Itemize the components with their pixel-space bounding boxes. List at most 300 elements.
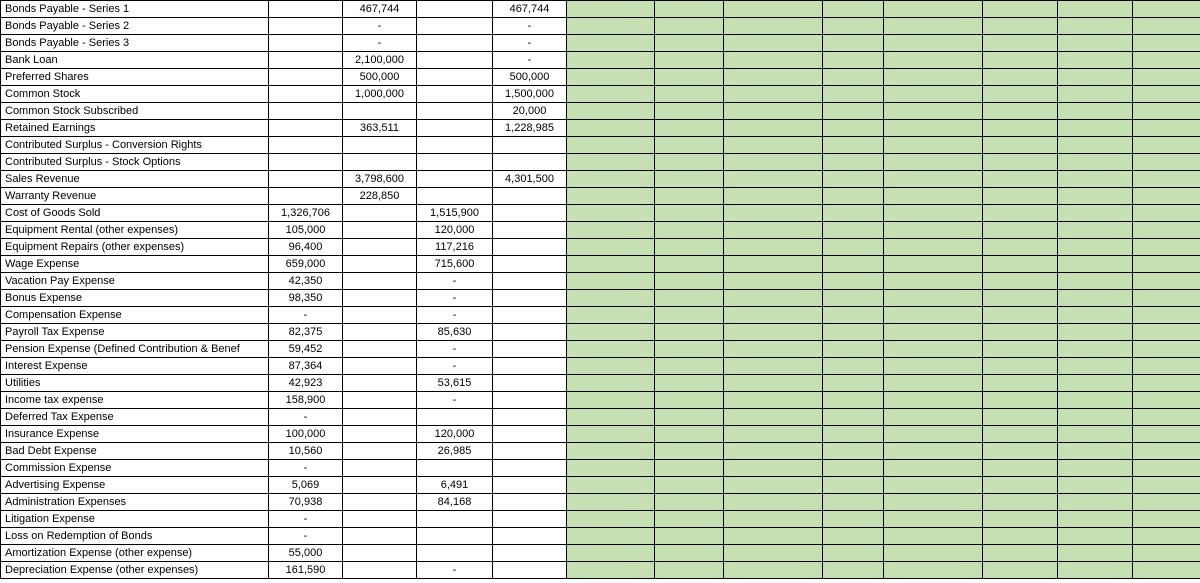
empty-shaded-cell[interactable]	[567, 477, 655, 494]
amount-cell-col-2[interactable]	[343, 426, 417, 443]
amount-cell-col-2[interactable]	[343, 256, 417, 273]
empty-shaded-cell[interactable]	[1133, 545, 1200, 562]
empty-shaded-cell[interactable]	[884, 528, 983, 545]
empty-shaded-cell[interactable]	[983, 103, 1058, 120]
empty-shaded-cell[interactable]	[823, 222, 884, 239]
empty-shaded-cell[interactable]	[884, 460, 983, 477]
amount-cell-col-3[interactable]: -	[417, 273, 493, 290]
amount-cell-col-1[interactable]: -	[269, 460, 343, 477]
amount-cell-col-4[interactable]	[493, 460, 567, 477]
empty-shaded-cell[interactable]	[983, 443, 1058, 460]
empty-shaded-cell[interactable]	[655, 171, 724, 188]
amount-cell-col-2[interactable]	[343, 409, 417, 426]
amount-cell-col-2[interactable]: 500,000	[343, 69, 417, 86]
empty-shaded-cell[interactable]	[724, 426, 823, 443]
empty-shaded-cell[interactable]	[823, 528, 884, 545]
account-label-cell[interactable]: Wage Expense	[1, 256, 269, 273]
empty-shaded-cell[interactable]	[1058, 494, 1133, 511]
empty-shaded-cell[interactable]	[567, 358, 655, 375]
account-label-cell[interactable]: Depreciation Expense (other expenses)	[1, 562, 269, 579]
empty-shaded-cell[interactable]	[655, 52, 724, 69]
empty-shaded-cell[interactable]	[1133, 18, 1200, 35]
empty-shaded-cell[interactable]	[1058, 239, 1133, 256]
empty-shaded-cell[interactable]	[1133, 562, 1200, 579]
empty-shaded-cell[interactable]	[724, 477, 823, 494]
amount-cell-col-1[interactable]: 98,350	[269, 290, 343, 307]
amount-cell-col-3[interactable]: -	[417, 341, 493, 358]
empty-shaded-cell[interactable]	[724, 307, 823, 324]
account-label-cell[interactable]: Loss on Redemption of Bonds	[1, 528, 269, 545]
amount-cell-col-4[interactable]	[493, 239, 567, 256]
empty-shaded-cell[interactable]	[1058, 545, 1133, 562]
empty-shaded-cell[interactable]	[655, 528, 724, 545]
empty-shaded-cell[interactable]	[983, 137, 1058, 154]
amount-cell-col-3[interactable]: -	[417, 358, 493, 375]
empty-shaded-cell[interactable]	[884, 273, 983, 290]
amount-cell-col-2[interactable]	[343, 239, 417, 256]
empty-shaded-cell[interactable]	[1058, 409, 1133, 426]
empty-shaded-cell[interactable]	[567, 324, 655, 341]
amount-cell-col-2[interactable]	[343, 528, 417, 545]
account-label-cell[interactable]: Common Stock Subscribed	[1, 103, 269, 120]
empty-shaded-cell[interactable]	[724, 273, 823, 290]
empty-shaded-cell[interactable]	[724, 120, 823, 137]
empty-shaded-cell[interactable]	[567, 256, 655, 273]
empty-shaded-cell[interactable]	[1058, 443, 1133, 460]
empty-shaded-cell[interactable]	[567, 239, 655, 256]
empty-shaded-cell[interactable]	[1058, 273, 1133, 290]
empty-shaded-cell[interactable]	[983, 171, 1058, 188]
empty-shaded-cell[interactable]	[983, 69, 1058, 86]
amount-cell-col-4[interactable]	[493, 256, 567, 273]
empty-shaded-cell[interactable]	[983, 1, 1058, 18]
empty-shaded-cell[interactable]	[884, 103, 983, 120]
amount-cell-col-4[interactable]	[493, 409, 567, 426]
amount-cell-col-1[interactable]	[269, 69, 343, 86]
amount-cell-col-4[interactable]	[493, 494, 567, 511]
amount-cell-col-4[interactable]: -	[493, 35, 567, 52]
amount-cell-col-1[interactable]: 87,364	[269, 358, 343, 375]
empty-shaded-cell[interactable]	[724, 375, 823, 392]
empty-shaded-cell[interactable]	[983, 256, 1058, 273]
empty-shaded-cell[interactable]	[884, 426, 983, 443]
amount-cell-col-2[interactable]	[343, 477, 417, 494]
empty-shaded-cell[interactable]	[724, 324, 823, 341]
empty-shaded-cell[interactable]	[823, 290, 884, 307]
amount-cell-col-1[interactable]: 42,350	[269, 273, 343, 290]
amount-cell-col-3[interactable]: -	[417, 392, 493, 409]
empty-shaded-cell[interactable]	[983, 324, 1058, 341]
empty-shaded-cell[interactable]	[1058, 137, 1133, 154]
empty-shaded-cell[interactable]	[1058, 477, 1133, 494]
amount-cell-col-4[interactable]	[493, 290, 567, 307]
empty-shaded-cell[interactable]	[655, 358, 724, 375]
empty-shaded-cell[interactable]	[884, 137, 983, 154]
empty-shaded-cell[interactable]	[1133, 358, 1200, 375]
amount-cell-col-4[interactable]	[493, 358, 567, 375]
amount-cell-col-3[interactable]: 117,216	[417, 239, 493, 256]
empty-shaded-cell[interactable]	[567, 443, 655, 460]
amount-cell-col-4[interactable]: 20,000	[493, 103, 567, 120]
amount-cell-col-1[interactable]: -	[269, 528, 343, 545]
amount-cell-col-4[interactable]: 1,500,000	[493, 86, 567, 103]
amount-cell-col-1[interactable]: 59,452	[269, 341, 343, 358]
amount-cell-col-2[interactable]: 228,850	[343, 188, 417, 205]
amount-cell-col-3[interactable]: 6,491	[417, 477, 493, 494]
empty-shaded-cell[interactable]	[1133, 69, 1200, 86]
amount-cell-col-3[interactable]: 85,630	[417, 324, 493, 341]
amount-cell-col-3[interactable]	[417, 120, 493, 137]
amount-cell-col-4[interactable]	[493, 154, 567, 171]
empty-shaded-cell[interactable]	[724, 137, 823, 154]
amount-cell-col-2[interactable]	[343, 545, 417, 562]
amount-cell-col-3[interactable]: 26,985	[417, 443, 493, 460]
empty-shaded-cell[interactable]	[1133, 392, 1200, 409]
empty-shaded-cell[interactable]	[724, 341, 823, 358]
empty-shaded-cell[interactable]	[884, 256, 983, 273]
empty-shaded-cell[interactable]	[884, 562, 983, 579]
amount-cell-col-4[interactable]	[493, 341, 567, 358]
empty-shaded-cell[interactable]	[1133, 426, 1200, 443]
account-label-cell[interactable]: Interest Expense	[1, 358, 269, 375]
empty-shaded-cell[interactable]	[1133, 324, 1200, 341]
empty-shaded-cell[interactable]	[655, 324, 724, 341]
empty-shaded-cell[interactable]	[724, 239, 823, 256]
empty-shaded-cell[interactable]	[567, 188, 655, 205]
empty-shaded-cell[interactable]	[884, 358, 983, 375]
amount-cell-col-1[interactable]: 82,375	[269, 324, 343, 341]
amount-cell-col-2[interactable]	[343, 392, 417, 409]
empty-shaded-cell[interactable]	[884, 239, 983, 256]
empty-shaded-cell[interactable]	[1058, 562, 1133, 579]
empty-shaded-cell[interactable]	[823, 1, 884, 18]
empty-shaded-cell[interactable]	[823, 426, 884, 443]
empty-shaded-cell[interactable]	[983, 477, 1058, 494]
empty-shaded-cell[interactable]	[983, 35, 1058, 52]
empty-shaded-cell[interactable]	[823, 86, 884, 103]
empty-shaded-cell[interactable]	[983, 528, 1058, 545]
empty-shaded-cell[interactable]	[983, 222, 1058, 239]
empty-shaded-cell[interactable]	[983, 545, 1058, 562]
empty-shaded-cell[interactable]	[724, 290, 823, 307]
empty-shaded-cell[interactable]	[655, 545, 724, 562]
empty-shaded-cell[interactable]	[567, 494, 655, 511]
amount-cell-col-3[interactable]	[417, 1, 493, 18]
amount-cell-col-1[interactable]	[269, 154, 343, 171]
amount-cell-col-1[interactable]: 70,938	[269, 494, 343, 511]
account-label-cell[interactable]: Bank Loan	[1, 52, 269, 69]
amount-cell-col-2[interactable]	[343, 562, 417, 579]
empty-shaded-cell[interactable]	[823, 375, 884, 392]
empty-shaded-cell[interactable]	[655, 562, 724, 579]
empty-shaded-cell[interactable]	[983, 188, 1058, 205]
empty-shaded-cell[interactable]	[983, 239, 1058, 256]
account-label-cell[interactable]: Commission Expense	[1, 460, 269, 477]
empty-shaded-cell[interactable]	[1133, 171, 1200, 188]
empty-shaded-cell[interactable]	[983, 52, 1058, 69]
amount-cell-col-3[interactable]	[417, 18, 493, 35]
empty-shaded-cell[interactable]	[823, 494, 884, 511]
empty-shaded-cell[interactable]	[983, 511, 1058, 528]
amount-cell-col-2[interactable]: 467,744	[343, 1, 417, 18]
amount-cell-col-1[interactable]: 161,590	[269, 562, 343, 579]
empty-shaded-cell[interactable]	[724, 409, 823, 426]
empty-shaded-cell[interactable]	[655, 18, 724, 35]
amount-cell-col-3[interactable]	[417, 69, 493, 86]
amount-cell-col-4[interactable]	[493, 307, 567, 324]
empty-shaded-cell[interactable]	[1133, 86, 1200, 103]
empty-shaded-cell[interactable]	[884, 545, 983, 562]
account-label-cell[interactable]: Sales Revenue	[1, 171, 269, 188]
empty-shaded-cell[interactable]	[1058, 171, 1133, 188]
amount-cell-col-3[interactable]	[417, 35, 493, 52]
empty-shaded-cell[interactable]	[884, 307, 983, 324]
empty-shaded-cell[interactable]	[1058, 205, 1133, 222]
amount-cell-col-3[interactable]	[417, 86, 493, 103]
empty-shaded-cell[interactable]	[724, 52, 823, 69]
empty-shaded-cell[interactable]	[1133, 239, 1200, 256]
empty-shaded-cell[interactable]	[655, 375, 724, 392]
empty-shaded-cell[interactable]	[567, 1, 655, 18]
empty-shaded-cell[interactable]	[884, 494, 983, 511]
empty-shaded-cell[interactable]	[1058, 375, 1133, 392]
empty-shaded-cell[interactable]	[1133, 409, 1200, 426]
empty-shaded-cell[interactable]	[1058, 307, 1133, 324]
empty-shaded-cell[interactable]	[823, 137, 884, 154]
amount-cell-col-2[interactable]	[343, 222, 417, 239]
empty-shaded-cell[interactable]	[655, 477, 724, 494]
amount-cell-col-3[interactable]	[417, 52, 493, 69]
amount-cell-col-1[interactable]: 158,900	[269, 392, 343, 409]
amount-cell-col-4[interactable]: -	[493, 52, 567, 69]
amount-cell-col-1[interactable]: 1,326,706	[269, 205, 343, 222]
empty-shaded-cell[interactable]	[823, 511, 884, 528]
empty-shaded-cell[interactable]	[1133, 1, 1200, 18]
empty-shaded-cell[interactable]	[1058, 120, 1133, 137]
amount-cell-col-4[interactable]	[493, 273, 567, 290]
amount-cell-col-3[interactable]: 715,600	[417, 256, 493, 273]
empty-shaded-cell[interactable]	[724, 358, 823, 375]
amount-cell-col-2[interactable]	[343, 324, 417, 341]
amount-cell-col-3[interactable]: -	[417, 562, 493, 579]
amount-cell-col-1[interactable]: 100,000	[269, 426, 343, 443]
empty-shaded-cell[interactable]	[983, 358, 1058, 375]
empty-shaded-cell[interactable]	[1133, 205, 1200, 222]
amount-cell-col-4[interactable]	[493, 375, 567, 392]
empty-shaded-cell[interactable]	[724, 222, 823, 239]
empty-shaded-cell[interactable]	[884, 52, 983, 69]
amount-cell-col-1[interactable]: 105,000	[269, 222, 343, 239]
amount-cell-col-3[interactable]	[417, 511, 493, 528]
amount-cell-col-4[interactable]	[493, 324, 567, 341]
account-label-cell[interactable]: Contributed Surplus - Stock Options	[1, 154, 269, 171]
amount-cell-col-3[interactable]	[417, 103, 493, 120]
empty-shaded-cell[interactable]	[823, 392, 884, 409]
empty-shaded-cell[interactable]	[655, 511, 724, 528]
empty-shaded-cell[interactable]	[1058, 52, 1133, 69]
empty-shaded-cell[interactable]	[884, 120, 983, 137]
amount-cell-col-1[interactable]: 5,069	[269, 477, 343, 494]
amount-cell-col-1[interactable]	[269, 103, 343, 120]
amount-cell-col-2[interactable]	[343, 341, 417, 358]
empty-shaded-cell[interactable]	[567, 120, 655, 137]
empty-shaded-cell[interactable]	[1058, 460, 1133, 477]
amount-cell-col-4[interactable]	[493, 477, 567, 494]
empty-shaded-cell[interactable]	[1133, 375, 1200, 392]
empty-shaded-cell[interactable]	[884, 188, 983, 205]
amount-cell-col-4[interactable]	[493, 443, 567, 460]
amount-cell-col-4[interactable]: 500,000	[493, 69, 567, 86]
amount-cell-col-4[interactable]	[493, 188, 567, 205]
empty-shaded-cell[interactable]	[724, 154, 823, 171]
empty-shaded-cell[interactable]	[724, 18, 823, 35]
empty-shaded-cell[interactable]	[567, 154, 655, 171]
empty-shaded-cell[interactable]	[655, 392, 724, 409]
account-label-cell[interactable]: Bad Debt Expense	[1, 443, 269, 460]
empty-shaded-cell[interactable]	[724, 460, 823, 477]
empty-shaded-cell[interactable]	[823, 18, 884, 35]
empty-shaded-cell[interactable]	[655, 154, 724, 171]
amount-cell-col-3[interactable]: 1,515,900	[417, 205, 493, 222]
account-label-cell[interactable]: Vacation Pay Expense	[1, 273, 269, 290]
empty-shaded-cell[interactable]	[983, 154, 1058, 171]
empty-shaded-cell[interactable]	[1133, 273, 1200, 290]
empty-shaded-cell[interactable]	[567, 307, 655, 324]
account-label-cell[interactable]: Equipment Repairs (other expenses)	[1, 239, 269, 256]
account-label-cell[interactable]: Utilities	[1, 375, 269, 392]
empty-shaded-cell[interactable]	[724, 256, 823, 273]
empty-shaded-cell[interactable]	[567, 69, 655, 86]
amount-cell-col-3[interactable]: 53,615	[417, 375, 493, 392]
empty-shaded-cell[interactable]	[823, 443, 884, 460]
empty-shaded-cell[interactable]	[1133, 35, 1200, 52]
amount-cell-col-4[interactable]	[493, 137, 567, 154]
empty-shaded-cell[interactable]	[884, 1, 983, 18]
amount-cell-col-3[interactable]	[417, 154, 493, 171]
amount-cell-col-4[interactable]	[493, 545, 567, 562]
empty-shaded-cell[interactable]	[983, 392, 1058, 409]
amount-cell-col-2[interactable]	[343, 443, 417, 460]
empty-shaded-cell[interactable]	[823, 120, 884, 137]
amount-cell-col-1[interactable]: -	[269, 307, 343, 324]
empty-shaded-cell[interactable]	[1133, 511, 1200, 528]
empty-shaded-cell[interactable]	[655, 307, 724, 324]
account-label-cell[interactable]: Compensation Expense	[1, 307, 269, 324]
empty-shaded-cell[interactable]	[567, 205, 655, 222]
empty-shaded-cell[interactable]	[655, 273, 724, 290]
empty-shaded-cell[interactable]	[823, 307, 884, 324]
empty-shaded-cell[interactable]	[884, 171, 983, 188]
empty-shaded-cell[interactable]	[655, 341, 724, 358]
empty-shaded-cell[interactable]	[823, 69, 884, 86]
empty-shaded-cell[interactable]	[655, 290, 724, 307]
empty-shaded-cell[interactable]	[655, 103, 724, 120]
empty-shaded-cell[interactable]	[1133, 528, 1200, 545]
account-label-cell[interactable]: Common Stock	[1, 86, 269, 103]
amount-cell-col-2[interactable]: 1,000,000	[343, 86, 417, 103]
amount-cell-col-4[interactable]	[493, 222, 567, 239]
empty-shaded-cell[interactable]	[1133, 154, 1200, 171]
empty-shaded-cell[interactable]	[1058, 256, 1133, 273]
empty-shaded-cell[interactable]	[983, 341, 1058, 358]
empty-shaded-cell[interactable]	[724, 511, 823, 528]
account-label-cell[interactable]: Amortization Expense (other expense)	[1, 545, 269, 562]
amount-cell-col-1[interactable]: 96,400	[269, 239, 343, 256]
empty-shaded-cell[interactable]	[655, 69, 724, 86]
empty-shaded-cell[interactable]	[567, 290, 655, 307]
empty-shaded-cell[interactable]	[655, 137, 724, 154]
account-label-cell[interactable]: Administration Expenses	[1, 494, 269, 511]
empty-shaded-cell[interactable]	[823, 409, 884, 426]
empty-shaded-cell[interactable]	[567, 171, 655, 188]
amount-cell-col-1[interactable]	[269, 188, 343, 205]
account-label-cell[interactable]: Bonus Expense	[1, 290, 269, 307]
empty-shaded-cell[interactable]	[655, 256, 724, 273]
amount-cell-col-1[interactable]: 10,560	[269, 443, 343, 460]
account-label-cell[interactable]: Contributed Surplus - Conversion Rights	[1, 137, 269, 154]
amount-cell-col-3[interactable]: -	[417, 290, 493, 307]
amount-cell-col-2[interactable]: 2,100,000	[343, 52, 417, 69]
amount-cell-col-4[interactable]	[493, 426, 567, 443]
empty-shaded-cell[interactable]	[1058, 290, 1133, 307]
amount-cell-col-1[interactable]	[269, 35, 343, 52]
empty-shaded-cell[interactable]	[983, 460, 1058, 477]
empty-shaded-cell[interactable]	[1133, 494, 1200, 511]
empty-shaded-cell[interactable]	[983, 290, 1058, 307]
empty-shaded-cell[interactable]	[884, 35, 983, 52]
empty-shaded-cell[interactable]	[1058, 324, 1133, 341]
empty-shaded-cell[interactable]	[983, 205, 1058, 222]
amount-cell-col-4[interactable]	[493, 392, 567, 409]
empty-shaded-cell[interactable]	[884, 375, 983, 392]
account-label-cell[interactable]: Cost of Goods Sold	[1, 205, 269, 222]
empty-shaded-cell[interactable]	[823, 562, 884, 579]
account-label-cell[interactable]: Income tax expense	[1, 392, 269, 409]
amount-cell-col-4[interactable]: 4,301,500	[493, 171, 567, 188]
empty-shaded-cell[interactable]	[823, 205, 884, 222]
empty-shaded-cell[interactable]	[823, 341, 884, 358]
empty-shaded-cell[interactable]	[823, 477, 884, 494]
empty-shaded-cell[interactable]	[567, 511, 655, 528]
empty-shaded-cell[interactable]	[655, 86, 724, 103]
empty-shaded-cell[interactable]	[823, 358, 884, 375]
empty-shaded-cell[interactable]	[983, 120, 1058, 137]
account-label-cell[interactable]: Insurance Expense	[1, 426, 269, 443]
empty-shaded-cell[interactable]	[1133, 477, 1200, 494]
amount-cell-col-4[interactable]	[493, 528, 567, 545]
amount-cell-col-1[interactable]	[269, 1, 343, 18]
empty-shaded-cell[interactable]	[567, 409, 655, 426]
empty-shaded-cell[interactable]	[983, 494, 1058, 511]
empty-shaded-cell[interactable]	[823, 188, 884, 205]
empty-shaded-cell[interactable]	[567, 426, 655, 443]
empty-shaded-cell[interactable]	[1058, 154, 1133, 171]
amount-cell-col-3[interactable]	[417, 409, 493, 426]
empty-shaded-cell[interactable]	[1133, 290, 1200, 307]
empty-shaded-cell[interactable]	[655, 205, 724, 222]
empty-shaded-cell[interactable]	[1058, 1, 1133, 18]
empty-shaded-cell[interactable]	[1133, 443, 1200, 460]
empty-shaded-cell[interactable]	[655, 1, 724, 18]
amount-cell-col-1[interactable]	[269, 86, 343, 103]
empty-shaded-cell[interactable]	[1058, 188, 1133, 205]
empty-shaded-cell[interactable]	[724, 171, 823, 188]
empty-shaded-cell[interactable]	[724, 443, 823, 460]
amount-cell-col-3[interactable]: 120,000	[417, 222, 493, 239]
account-label-cell[interactable]: Warranty Revenue	[1, 188, 269, 205]
amount-cell-col-1[interactable]	[269, 52, 343, 69]
empty-shaded-cell[interactable]	[884, 222, 983, 239]
